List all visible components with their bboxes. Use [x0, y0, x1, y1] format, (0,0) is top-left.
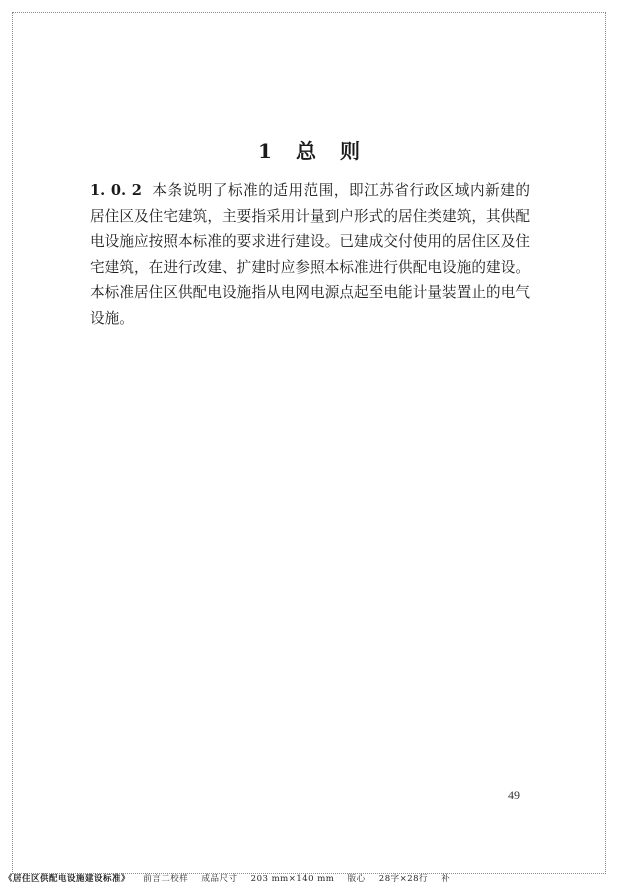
footer-core-label: 版心 [347, 874, 366, 884]
footer-book-title: 《居住区供配电设施建设标准》 [4, 874, 131, 884]
footer-size-label: 成品尺寸 [201, 874, 238, 884]
chapter-title-char-1: 总 [295, 139, 318, 163]
clause-number: 1. 0. 2 [90, 182, 142, 199]
footer-tail: 补 [441, 874, 451, 884]
chapter-number: 1 [258, 139, 274, 163]
footer-size-value: 203 mm×140 mm [250, 874, 335, 884]
footer-proof-stage: 前言二校样 [143, 874, 189, 884]
clause-paragraph [90, 178, 530, 331]
clause-text: 本条说明了标准的适用范围，即江苏省行政区域内新建的居住区及住宅建筑，主要指采用计量到户形式的居住类建筑，其供配电设施应按照本标准的要求进行建设。已建成交付使用的居住区及住宅建筑，在进行改建、扩建时应参照本标准进行供配电设施的建设。本标准居住区供配电设施指从电网电源点起至电能计量装置止的电气设施。 [90, 182, 530, 327]
chapter-title [0, 135, 620, 164]
chapter-title-char-2: 则 [339, 139, 362, 163]
proof-footer [4, 872, 460, 884]
page-number: 49 [508, 788, 520, 802]
footer-core-value: 28字×28行 [378, 874, 429, 884]
